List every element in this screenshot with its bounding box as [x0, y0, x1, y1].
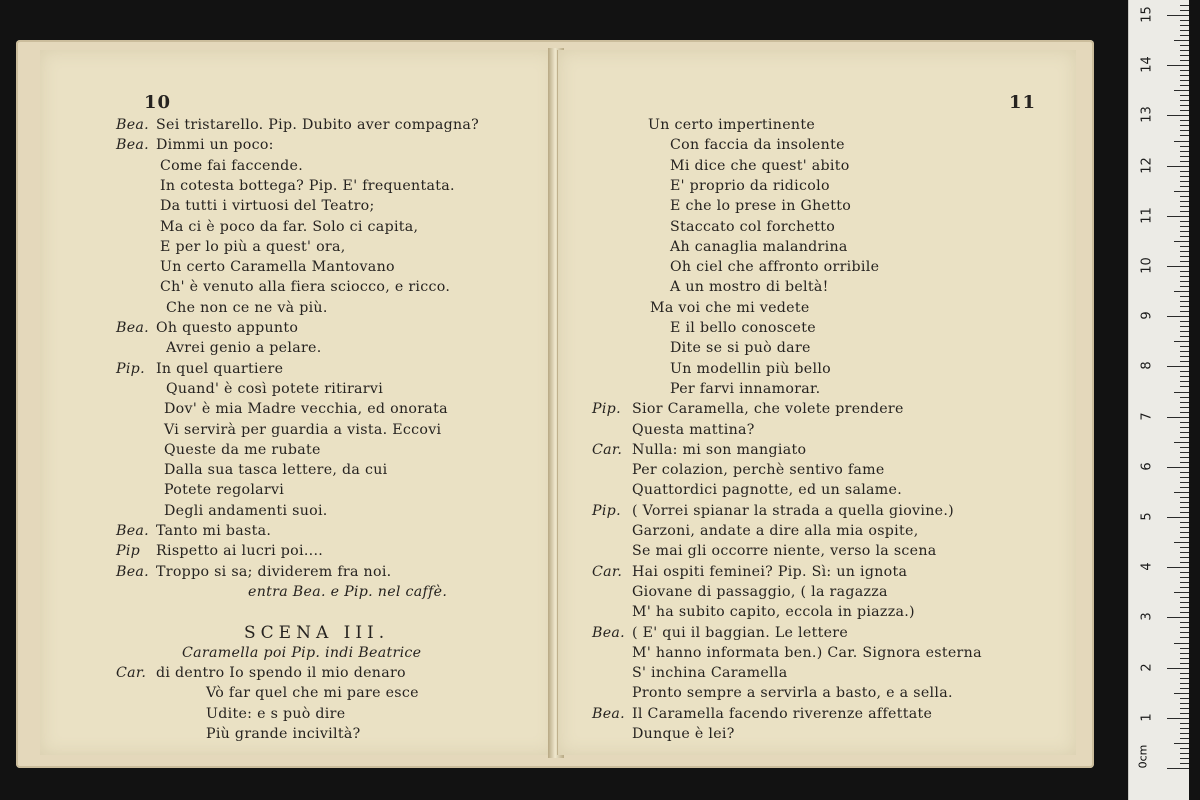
ruler-number: 2	[1139, 662, 1155, 672]
ruler-tick	[1174, 241, 1189, 242]
ruler-tick	[1180, 336, 1189, 337]
ruler-number: 8	[1139, 361, 1155, 371]
ruler-tick	[1180, 246, 1189, 247]
text-line	[248, 582, 447, 602]
ruler-tick	[1180, 271, 1189, 272]
ruler-tick	[1180, 532, 1189, 533]
line-text: Troppo si sa; dividerem fra noi.	[156, 563, 392, 580]
ruler-tick	[1180, 301, 1189, 302]
ruler-tick	[1174, 492, 1189, 493]
line-text: Ma voi che mi vedete	[650, 299, 810, 316]
line-text: di dentro Io spendo il mio denaro	[156, 665, 406, 682]
ruler-tick	[1180, 728, 1189, 729]
ruler-tick	[1180, 326, 1189, 327]
ruler-tick	[1180, 708, 1189, 709]
ruler-tick	[1180, 527, 1189, 528]
text-line	[164, 480, 284, 500]
text-line	[632, 541, 937, 561]
ruler-number: 4	[1139, 562, 1155, 571]
ruler-tick	[1180, 507, 1189, 508]
text-line	[670, 277, 829, 297]
ruler-tick	[1180, 713, 1189, 714]
ruler-tick	[1180, 80, 1189, 81]
ruler-tick	[1180, 637, 1189, 638]
ruler-tick	[1180, 462, 1189, 463]
ruler-tick	[1180, 512, 1189, 513]
text-line	[164, 399, 448, 419]
ruler-tick	[1180, 286, 1189, 287]
text-line	[160, 237, 346, 257]
ruler-tick	[1180, 602, 1189, 603]
text-line	[670, 318, 816, 338]
text-line	[244, 623, 389, 643]
ruler-tick	[1180, 306, 1189, 307]
ruler-tick	[1180, 763, 1189, 764]
line-text: Come fai faccende.	[160, 157, 304, 174]
text-line	[670, 176, 830, 196]
text-line	[632, 420, 755, 440]
text-line: Bea. Sei tristarello. Pip. Dubito aver compagna?	[116, 117, 480, 133]
ruler-tick	[1174, 643, 1189, 644]
ruler-tick	[1180, 50, 1189, 51]
text-line: Pip. In quel quartiere	[116, 360, 284, 377]
line-text: Sei tristarello. Pip. Dubito aver compagna?	[156, 117, 480, 133]
page-number: 11	[1008, 92, 1036, 113]
line-text: Il Caramella facendo riverenze affettate	[632, 705, 933, 722]
ruler-tick	[1180, 135, 1189, 136]
line-text: Vò far quel che mi pare esce	[206, 685, 419, 702]
text-line	[164, 440, 321, 460]
ruler-tick	[1180, 577, 1189, 578]
ruler-tick	[1180, 296, 1189, 297]
ruler-tick	[1180, 663, 1189, 664]
line-text: Avrei genio a pelare.	[166, 340, 322, 357]
line-text: Udite: e s può dire	[206, 705, 346, 722]
text-line	[160, 277, 450, 297]
ruler-tick	[1180, 688, 1189, 689]
line-text: Un certo Caramella Mantovano	[160, 259, 395, 276]
line-text: Vi servirà per guardia a vista. Eccovi	[164, 421, 442, 438]
ruler-tick	[1180, 156, 1189, 157]
line-text: Dite se si può dare	[670, 340, 811, 357]
text-line: Car. Hai ospiti feminei? Pip. Sì: un ignota	[592, 563, 908, 580]
ruler-number: 11	[1139, 207, 1155, 224]
text-line	[632, 643, 982, 663]
ruler-tick	[1180, 422, 1189, 423]
ruler-tick	[1180, 407, 1189, 408]
ruler-tick	[1167, 115, 1189, 116]
ruler-tick	[1180, 171, 1189, 172]
text-line	[164, 420, 441, 440]
ruler-tick	[1167, 417, 1189, 418]
ruler-tick	[1180, 120, 1189, 121]
ruler-tick	[1180, 472, 1189, 473]
ruler-tick	[1180, 452, 1189, 453]
text-line	[160, 257, 395, 277]
ruler-tick	[1180, 10, 1189, 11]
ruler-tick	[1180, 176, 1189, 177]
text-line	[160, 176, 455, 196]
text-line	[166, 338, 322, 358]
ruler-tick	[1180, 346, 1189, 347]
line-text: Queste da me rubate	[164, 441, 321, 458]
ruler-tick	[1180, 457, 1189, 458]
ruler-tick	[1180, 482, 1189, 483]
ruler-tick	[1180, 146, 1189, 147]
line-text: In cotesta bottega? Pip. E' frequentata.	[160, 177, 455, 194]
line-text: In quel quartiere	[156, 360, 284, 377]
ruler-tick	[1180, 487, 1189, 488]
ruler-tick	[1167, 517, 1189, 518]
text-line	[670, 257, 879, 277]
line-text: Pronto sempre a servirla a basto, e a sella.	[632, 685, 953, 702]
ruler-tick	[1180, 723, 1189, 724]
ruler-tick	[1167, 366, 1189, 367]
text-line	[632, 480, 902, 500]
ruler-tick	[1180, 703, 1189, 704]
line-text: Un modellin più bello	[670, 360, 831, 377]
ruler-number: 1	[1139, 713, 1155, 722]
ruler-number: 9	[1139, 311, 1155, 320]
line-text: E che lo prese in Ghetto	[670, 198, 852, 215]
ruler-tick	[1180, 201, 1189, 202]
text-line	[670, 379, 820, 399]
left-page	[40, 50, 556, 755]
line-text: Con faccia da insolente	[670, 137, 845, 154]
line-text: Nulla: mi son mangiato	[632, 441, 807, 458]
line-text: E' proprio da ridicolo	[670, 177, 830, 194]
ruler-tick	[1180, 351, 1189, 352]
ruler-tick	[1180, 497, 1189, 498]
ruler-tick	[1180, 622, 1189, 623]
text-line	[670, 196, 851, 216]
line-text: Staccato col forchetto	[670, 218, 836, 235]
ruler-tick	[1180, 161, 1189, 162]
line-text: ( E' qui il baggian. Le lettere	[632, 624, 849, 641]
ruler-tick	[1180, 35, 1189, 36]
ruler-tick	[1180, 402, 1189, 403]
line-text: Che non ce ne và più.	[166, 299, 328, 316]
ruler-tick	[1180, 381, 1189, 382]
ruler-tick	[1180, 206, 1189, 207]
ruler-tick	[1180, 276, 1189, 277]
ruler-tick	[1180, 683, 1189, 684]
text-line	[206, 724, 361, 744]
text-line: Car. di dentro Io spendo il mio denaro	[116, 665, 406, 682]
ruler-tick	[1180, 231, 1189, 232]
ruler-tick	[1180, 678, 1189, 679]
line-text: Dov' è mia Madre vecchia, ed onorata	[164, 401, 448, 418]
text-line	[166, 379, 383, 399]
ruler-tick	[1180, 397, 1189, 398]
ruler-tick	[1167, 266, 1189, 267]
text-line	[632, 582, 888, 602]
ruler-tick	[1180, 758, 1189, 759]
ruler-tick	[1174, 341, 1189, 342]
text-line	[670, 217, 835, 237]
ruler-tick	[1180, 110, 1189, 111]
line-text: Quand' è così potete ritirarvi	[166, 380, 384, 397]
line-text: Quattordici pagnotte, ed un salame.	[632, 482, 903, 499]
line-text: Oh ciel che affronto orribile	[670, 259, 880, 276]
line-text: Per colazion, perchè sentivo fame	[632, 462, 885, 479]
ruler-tick	[1180, 582, 1189, 583]
line-text: Dalla sua tasca lettere, da cui	[164, 462, 388, 479]
text-line	[166, 298, 328, 318]
text-line: Car. Nulla: mi son mangiato	[592, 441, 807, 458]
ruler-tick	[1167, 216, 1189, 217]
ruler-tick	[1167, 718, 1189, 719]
ruler-tick	[1174, 141, 1189, 142]
line-text: A un mostro di beltà!	[670, 279, 829, 296]
measuring-ruler	[1128, 0, 1189, 800]
ruler-tick	[1174, 592, 1189, 593]
ruler-tick	[1180, 376, 1189, 377]
ruler-tick	[1167, 768, 1189, 769]
ruler-tick	[1180, 748, 1189, 749]
ruler-tick	[1180, 45, 1189, 46]
ruler-tick	[1180, 738, 1189, 739]
ruler-tick	[1180, 632, 1189, 633]
ruler-tick	[1180, 211, 1189, 212]
text-line	[670, 135, 845, 155]
ruler-tick	[1180, 226, 1189, 227]
ruler-tick	[1180, 658, 1189, 659]
text-line	[182, 643, 421, 663]
ruler-tick	[1180, 55, 1189, 56]
ruler-tick	[1180, 562, 1189, 563]
line-text: E per lo più a quest' ora,	[160, 238, 346, 255]
ruler-tick	[1180, 557, 1189, 558]
ruler-tick	[1180, 477, 1189, 478]
ruler-tick	[1180, 30, 1189, 31]
ruler-tick	[1180, 356, 1189, 357]
ruler-tick	[1180, 181, 1189, 182]
ruler-tick	[1180, 186, 1189, 187]
ruler-tick	[1180, 427, 1189, 428]
ruler-tick	[1180, 648, 1189, 649]
ruler-tick	[1180, 125, 1189, 126]
ruler-tick	[1180, 502, 1189, 503]
ruler-tick	[1174, 291, 1189, 292]
line-text: S' inchina Caramella	[632, 665, 788, 682]
text-line	[632, 663, 787, 683]
text-line	[648, 115, 815, 135]
ruler-tick	[1174, 90, 1189, 91]
ruler-number: 10	[1139, 257, 1155, 274]
ruler-tick	[1174, 442, 1189, 443]
ruler-tick	[1180, 673, 1189, 674]
line-text: Un certo impertinente	[648, 117, 816, 133]
line-text: Più grande inciviltà?	[206, 726, 361, 742]
ruler-tick	[1167, 617, 1189, 618]
text-line: Pip. Sior Caramella, che volete prendere	[592, 401, 904, 418]
ruler-tick	[1174, 392, 1189, 393]
ruler-tick	[1180, 60, 1189, 61]
ruler-number: 7	[1139, 411, 1155, 421]
line-text: Oh questo appunto	[156, 320, 299, 336]
ruler-tick	[1167, 567, 1189, 568]
ruler-number: 15	[1139, 6, 1155, 23]
line-text: Questa mattina?	[632, 421, 755, 438]
ruler-tick	[1180, 547, 1189, 548]
ruler-tick	[1180, 251, 1189, 252]
ruler-tick	[1167, 668, 1189, 669]
ruler-tick	[1180, 85, 1189, 86]
ruler-tick	[1180, 261, 1189, 262]
right-page	[557, 50, 1076, 755]
text-line: Bea. Tanto mi basta.	[116, 523, 272, 539]
ruler-tick	[1174, 40, 1189, 41]
text-line: Bea. Il Caramella facendo riverenze affettate	[592, 705, 933, 722]
ruler-tick	[1180, 95, 1189, 96]
line-text: Dimmi un poco:	[156, 137, 274, 154]
ruler-tick	[1180, 437, 1189, 438]
text-line: Bea. ( E' qui il baggian. Le lettere	[592, 624, 849, 641]
ruler-tick	[1174, 693, 1189, 694]
line-text: Ch' è venuto alla fiera sciocco, e ricco.	[160, 279, 451, 296]
line-text: Dunque è lei?	[632, 726, 735, 742]
ruler-tick	[1174, 743, 1189, 744]
ruler-tick	[1180, 698, 1189, 699]
ruler-tick	[1180, 151, 1189, 152]
ruler-tick	[1180, 612, 1189, 613]
ruler-tick	[1167, 65, 1189, 66]
ruler-tick	[1180, 386, 1189, 387]
ruler-tick	[1180, 130, 1189, 131]
line-text: Hai ospiti feminei? Pip. Sì: un ignota	[632, 563, 908, 580]
line-text: Sior Caramella, che volete prendere	[632, 401, 904, 418]
page-number: 10	[144, 92, 172, 113]
text-line	[650, 298, 810, 318]
ruler-tick	[1180, 331, 1189, 332]
ruler-tick	[1180, 100, 1189, 101]
ruler-tick	[1180, 607, 1189, 608]
ruler-tick	[1180, 537, 1189, 538]
ruler-tick	[1180, 432, 1189, 433]
text-line: Bea. Oh questo appunto	[116, 320, 299, 336]
ruler-number: 6	[1139, 462, 1155, 471]
text-line	[670, 338, 811, 358]
text-line	[632, 460, 885, 480]
ruler-tick	[1180, 105, 1189, 106]
ruler-tick	[1180, 447, 1189, 448]
line-text: ( Vorrei spianar la strada a quella giovine.)	[632, 502, 954, 519]
ruler-tick	[1180, 5, 1189, 6]
line-text: Giovane di passaggio, ( la ragazza	[632, 583, 888, 600]
line-text: Caramella poi Pip. indi Beatrice	[182, 644, 422, 661]
line-text: Mi dice che quest' abito	[670, 157, 850, 174]
ruler-tick	[1167, 166, 1189, 167]
text-line	[670, 156, 850, 176]
ruler-tick	[1180, 196, 1189, 197]
line-text: Tanto mi basta.	[156, 523, 272, 539]
ruler-tick	[1180, 653, 1189, 654]
ruler-tick	[1180, 733, 1189, 734]
ruler-tick	[1180, 412, 1189, 413]
ruler-tick	[1180, 371, 1189, 372]
ruler-tick	[1180, 572, 1189, 573]
ruler-tick	[1180, 522, 1189, 523]
ruler-tick	[1180, 597, 1189, 598]
ruler-tick	[1180, 361, 1189, 362]
text-line: Bea. Troppo si sa; dividerem fra noi.	[116, 563, 392, 580]
ruler-number: 14	[1139, 56, 1155, 73]
ruler-number: 13	[1139, 106, 1155, 124]
ruler-tick	[1174, 191, 1189, 192]
text-line: Pip Rispetto ai lucri poi....	[116, 543, 324, 560]
ruler-tick	[1180, 221, 1189, 222]
line-text: M' hanno informata ben.) Car. Signora esterna	[632, 644, 982, 661]
text-line	[160, 156, 303, 176]
ruler-tick	[1180, 25, 1189, 26]
ruler-tick	[1167, 467, 1189, 468]
line-text: Ah canaglia malandrina	[670, 238, 848, 255]
text-line: Bea. Dimmi un poco:	[116, 137, 274, 154]
text-line	[670, 359, 831, 379]
ruler-number: 12	[1139, 156, 1155, 174]
ruler-tick	[1174, 542, 1189, 543]
ruler-number: 3	[1139, 612, 1155, 622]
ruler-unit: 0cm	[1136, 744, 1150, 769]
ruler-tick	[1180, 552, 1189, 553]
line-text: Garzoni, andate a dire alla mia ospite,	[632, 523, 919, 539]
text-line	[632, 683, 953, 703]
text-line	[206, 704, 345, 724]
ruler-tick	[1180, 587, 1189, 588]
line-text: Se mai gli occorre niente, verso la scena	[632, 543, 937, 560]
text-line	[160, 196, 375, 216]
line-text: Ma ci è poco da far. Solo ci capita,	[160, 218, 419, 235]
text-line	[670, 237, 848, 257]
ruler-tick	[1180, 281, 1189, 282]
ruler-tick	[1180, 236, 1189, 237]
ruler-tick	[1180, 321, 1189, 322]
line-text: E il bello conoscete	[670, 320, 816, 336]
ruler-tick	[1180, 20, 1189, 21]
ruler-tick	[1167, 15, 1189, 16]
line-text: Da tutti i virtuosi del Teatro;	[160, 198, 375, 215]
text-line	[632, 724, 735, 744]
text-line	[206, 683, 419, 703]
text-line: Pip. ( Vorrei spianar la strada a quella giovine.)	[592, 502, 954, 519]
ruler-tick	[1167, 316, 1189, 317]
line-text: entra Bea. e Pip. nel caffè.	[248, 583, 448, 600]
ruler-tick	[1180, 311, 1189, 312]
text-line	[632, 521, 919, 541]
text-line	[164, 460, 388, 480]
line-text: Rispetto ai lucri poi....	[156, 543, 324, 560]
ruler-number: 5	[1139, 512, 1155, 521]
line-text: Degli andamenti suoi.	[164, 502, 328, 519]
ruler-tick	[1180, 753, 1189, 754]
ruler-tick	[1180, 256, 1189, 257]
ruler-tick	[1180, 70, 1189, 71]
line-text: Potete regolarvi	[164, 482, 285, 499]
text-line	[160, 217, 418, 237]
text-line	[164, 501, 328, 521]
ruler-tick	[1180, 75, 1189, 76]
line-text: SCENA III.	[244, 622, 390, 643]
ruler-tick	[1180, 627, 1189, 628]
line-text: M' ha subito capito, eccola in piazza.)	[632, 604, 915, 621]
text-line	[632, 602, 915, 622]
line-text: Per farvi innamorar.	[670, 380, 821, 397]
